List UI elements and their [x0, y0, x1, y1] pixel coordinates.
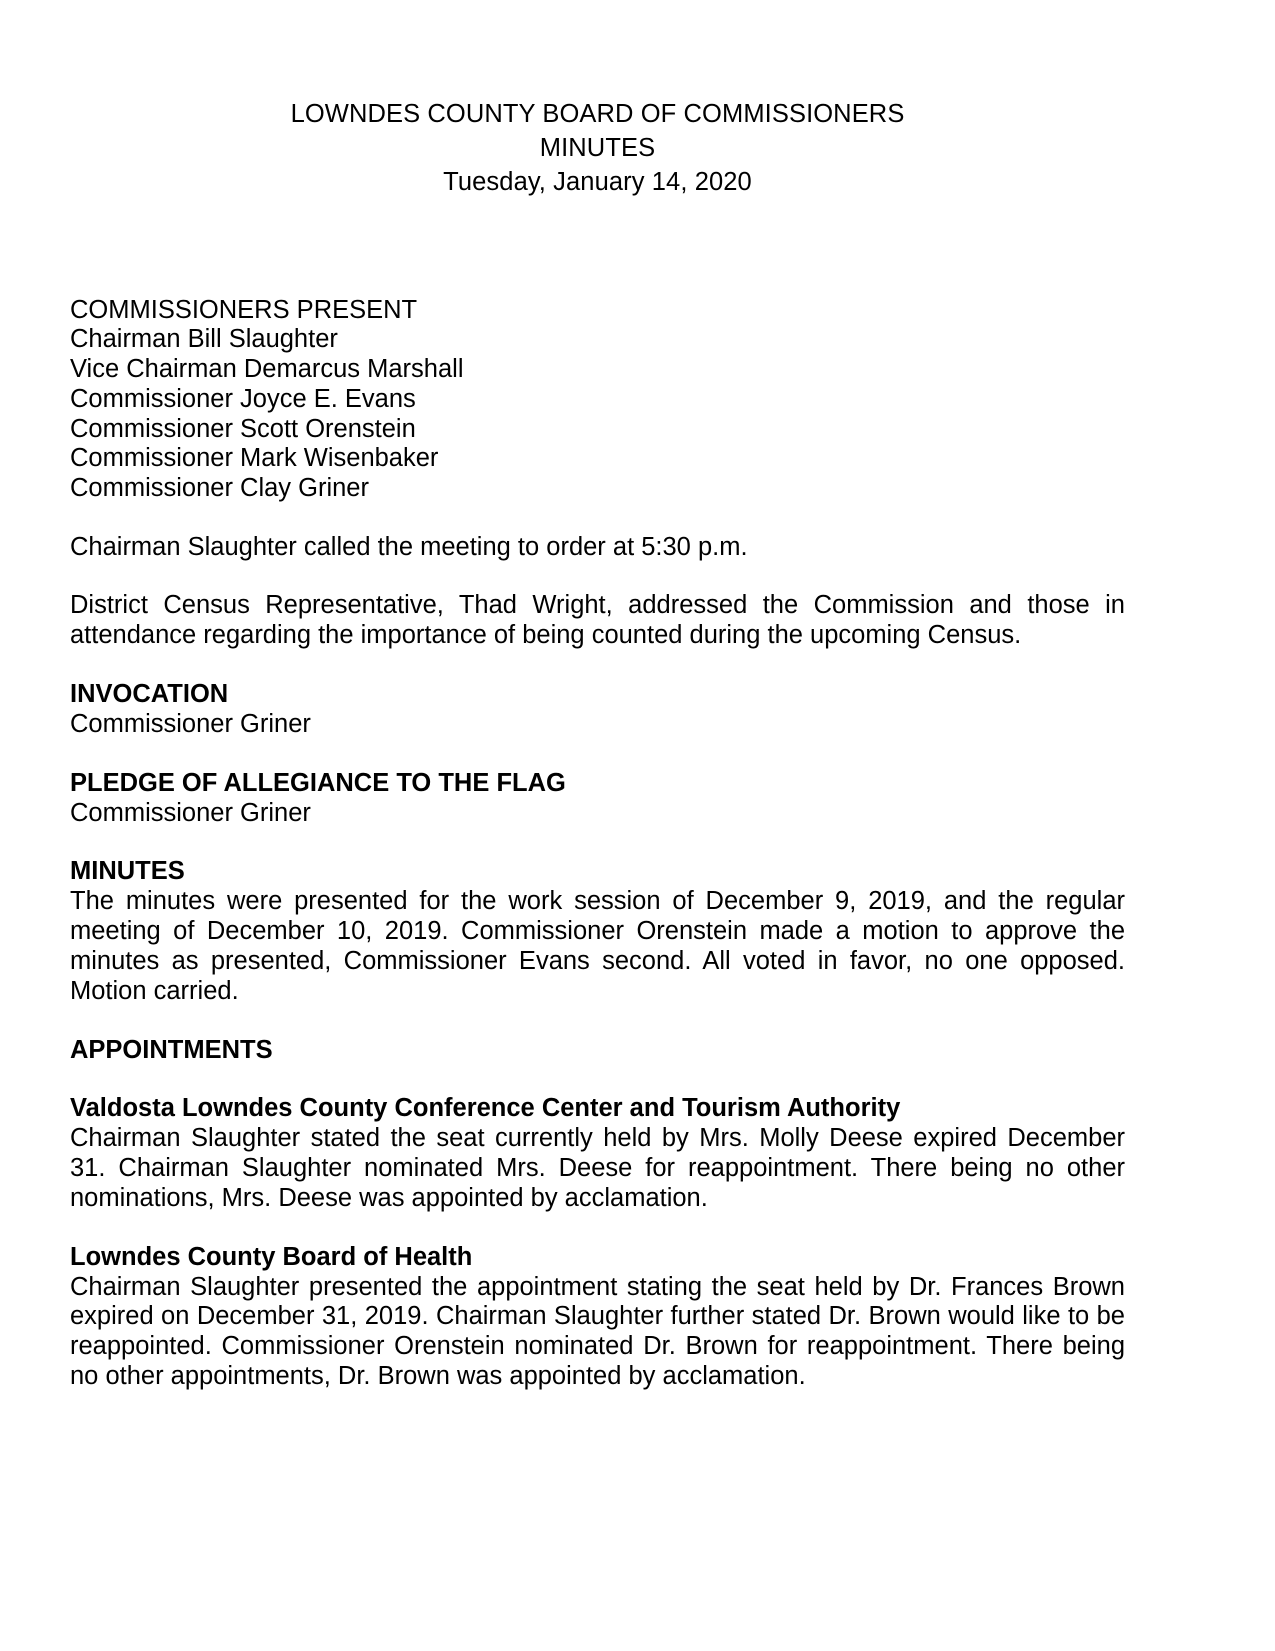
spacer: [70, 562, 1125, 591]
minutes-heading: MINUTES: [70, 857, 185, 886]
appointment-item-tourism-authority: [70, 1094, 1125, 1213]
pledge-body: Commissioner Griner: [70, 798, 311, 827]
header-date-line: Tuesday, January 14, 2020: [443, 167, 752, 196]
call-to-order-paragraph: Chairman Slaughter called the meeting to order at 5:30 p.m.: [70, 532, 748, 561]
commissioner-entry: Commissioner Clay Griner: [70, 473, 369, 502]
appointment-title: Lowndes County Board of Health: [70, 1242, 473, 1271]
header-spacer: [70, 200, 1125, 296]
invocation-section: [70, 680, 1125, 740]
document-header: [70, 98, 1125, 200]
commissioner-entry: Chairman Bill Slaughter: [70, 325, 338, 354]
pledge-heading: PLEDGE OF ALLEGIANCE TO THE FLAG: [70, 768, 566, 797]
commissioner-entry: Commissioner Scott Orenstein: [70, 414, 416, 443]
minutes-section: [70, 857, 1125, 1006]
appointment-body: Chairman Slaughter presented the appointment stating the seat held by Dr. Frances Brown expired on December 31, 2019. Chairman Slaughter further stated Dr. Brown would like to be reappointed. Commissioner Orenstein nominated Dr. Brown for reappointment. There being no other appointments, Dr. Brown was appointed by acclamation.: [70, 1272, 1125, 1391]
commissioner-entry: Vice Chairman Demarcus Marshall: [70, 355, 464, 384]
commissioner-entry: Commissioner Mark Wisenbaker: [70, 444, 439, 473]
census-paragraph: District Census Representative, Thad Wright, addressed the Commission and those in attendance regarding the importance of being counted during the upcoming Census.: [70, 591, 1125, 650]
invocation-body: Commissioner Griner: [70, 709, 311, 738]
commissioners-present-heading: COMMISSIONERS PRESENT: [70, 295, 418, 324]
document-content: [70, 98, 1125, 1392]
header-title-line-2: MINUTES: [539, 133, 656, 162]
minutes-body: The minutes were presented for the work session of December 9, 2019, and the regular meeting of December 10, 2019. Commissioner Orenstein made a motion to approve the minutes as presented, Commissioner Evans second. All voted in favor, no one opposed. Motion carried.: [70, 887, 1125, 1005]
appointment-item-board-of-health: [70, 1243, 1125, 1392]
commissioner-entry: Commissioner Joyce E. Evans: [70, 384, 416, 413]
header-title-line-1: LOWNDES COUNTY BOARD OF COMMISSIONERS: [290, 100, 905, 128]
invocation-heading: INVOCATION: [70, 680, 229, 709]
appointment-title: Valdosta Lowndes County Conference Center and Tourism Authority: [70, 1094, 901, 1123]
appointment-body: Chairman Slaughter stated the seat currently held by Mrs. Molly Deese expired December 31. Chairman Slaughter nominated Mrs. Deese for reappointment. There being no other nominations, Mrs. Deese was appointed by acclamation.: [70, 1124, 1125, 1212]
appointments-heading: APPOINTMENTS: [70, 1035, 273, 1064]
appointments-section: [70, 1036, 1125, 1066]
spacer: [70, 504, 1125, 533]
commissioners-present-block: [70, 296, 1125, 504]
pledge-section: [70, 769, 1125, 829]
